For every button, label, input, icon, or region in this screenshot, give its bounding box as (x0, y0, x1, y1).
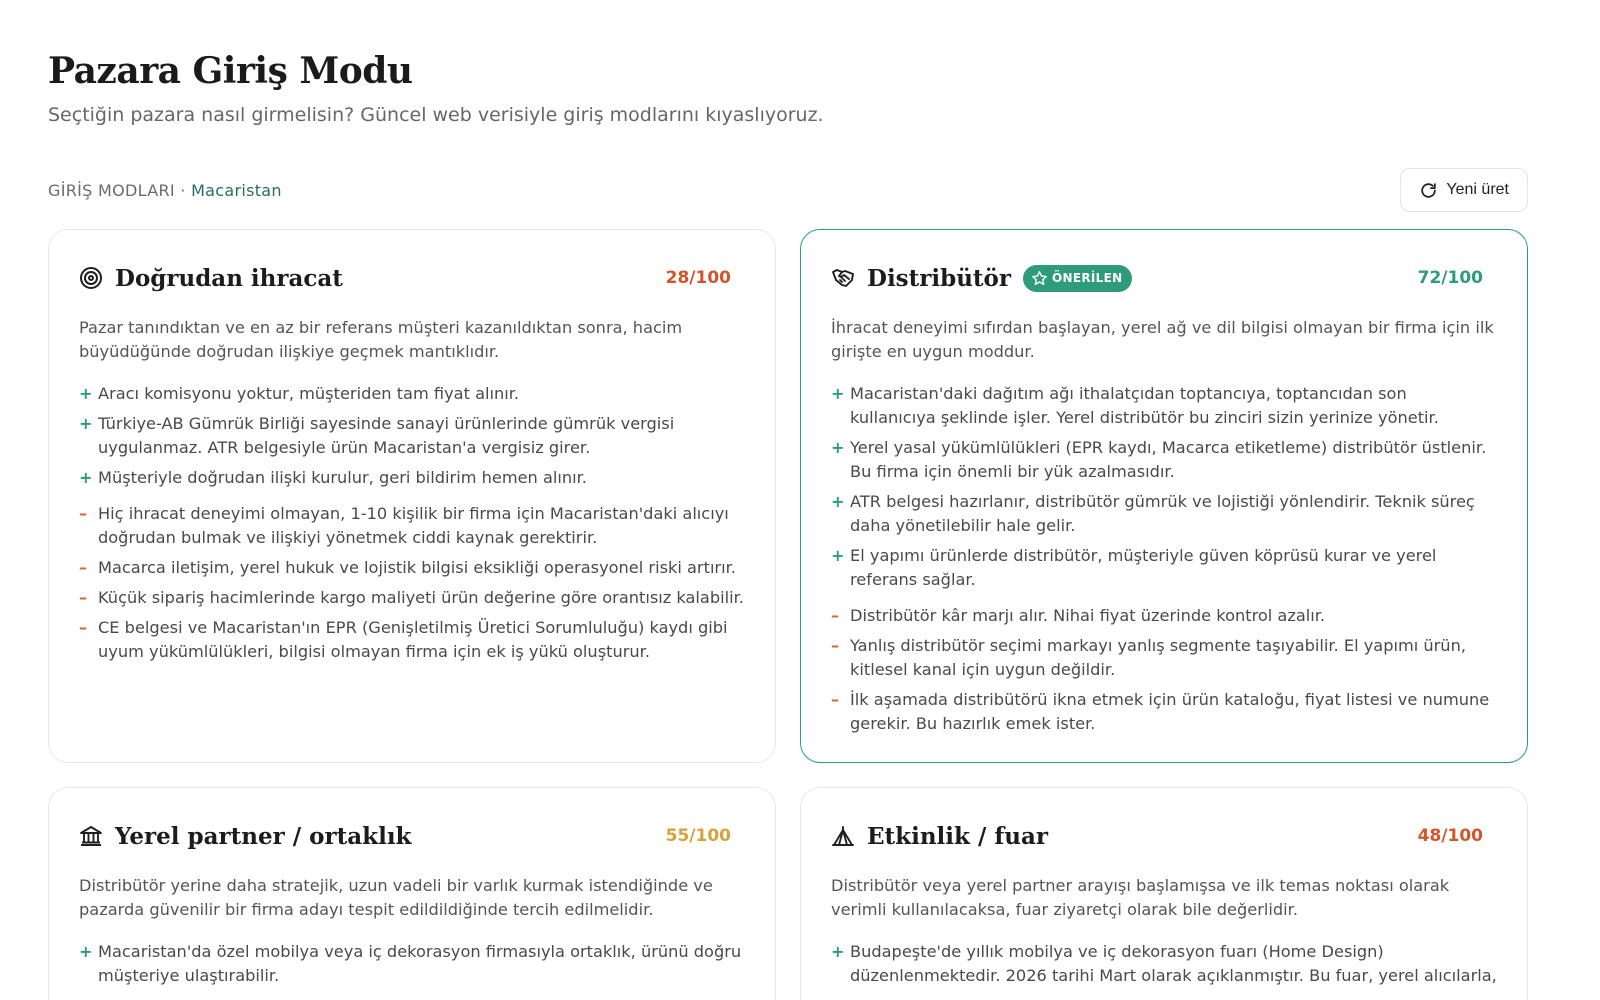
market-name: Macaristan (191, 180, 282, 200)
minus-icon: – (831, 690, 840, 709)
card-header (79, 260, 745, 296)
regenerate-label: Yeni üret (1446, 181, 1509, 198)
con-item: – Macarca iletişim, yerel hukuk ve lojistik bilgisi eksikliği operasyonel riski artırır. (79, 556, 745, 580)
card-description: Distribütör veya yerel partner arayışı başlamışsa ve ilk temas noktası olarak verimli kullanılacaksa, fuar ziyaretçi olarak bile değerlidir. (831, 876, 1450, 919)
bank-icon (79, 824, 103, 848)
minus-icon: – (79, 588, 88, 607)
section-label-text: GİRİŞ MODLARI (48, 180, 175, 200)
plus-icon: + (831, 546, 845, 565)
page-title: Pazara Giriş Modu (48, 50, 413, 92)
section-label (48, 181, 282, 200)
pros-list (831, 382, 1497, 592)
minus-icon: – (79, 558, 88, 577)
mode-card-event-fair (800, 787, 1528, 1000)
pros-list (79, 382, 745, 490)
mode-card-direct-export (48, 229, 776, 763)
pro-item: + Aracı komisyonu yoktur, müşteriden tam fiyat alınır. (79, 382, 745, 406)
pro-item: + ATR belgesi hazırlanır, distribütör gümrük ve lojistiği yönlendirir. Teknik süreç daha yönetilebilir hale gelir. (831, 492, 1475, 535)
pro-item: + Türkiye-AB Gümrük Birliği sayesinde sanayi ürünlerinde gümrük vergisi uygulanmaz. ATR belgesiyle ürün Macaristan'a vergisiz girer. (79, 414, 675, 457)
minus-icon: – (79, 504, 88, 523)
con-item: – Küçük sipariş hacimlerinde kargo maliyeti ürün değerine göre orantısız kalabilir. (79, 586, 745, 610)
plus-icon: + (831, 942, 845, 961)
minus-icon: – (831, 606, 840, 625)
plus-icon: + (79, 414, 93, 433)
recommended-badge (1023, 265, 1132, 292)
card-title: Distribütör (867, 264, 1011, 292)
section-header (48, 168, 1528, 212)
recommended-label: ÖNERİLEN (1052, 271, 1123, 285)
refresh-icon (1419, 181, 1438, 200)
pros-list (831, 940, 1497, 988)
plus-icon: + (79, 384, 93, 403)
card-description: Pazar tanındıktan ve en az bir referans müşteri kazanıldıktan sonra, hacim büyüdüğünde doğrudan ilişkiye geçmek mantıklıdır. (79, 318, 683, 361)
card-header (831, 260, 1497, 296)
con-item: – CE belgesi ve Macaristan'ın EPR (Genişletilmiş Üretici Sorumluluğu) kaydı gibi uyum yükümlülükleri, bilgisi olmayan firma için ek iş yükü oluşturur. (79, 618, 728, 661)
con-item: – Distribütör kâr marjı alır. Nihai fiyat üzerinde kontrol azalır. (831, 604, 1497, 628)
target-icon (79, 266, 103, 290)
pro-item: + Macaristan'daki dağıtım ağı ithalatçıdan toptancıya, toptancıdan son kullanıcıya şeklinde işler. Yerel distribütör bu zinciri sizin yerinize yönetir. (831, 384, 1439, 427)
minus-icon: – (831, 636, 840, 655)
pro-item: + Budapeşte'de yıllık mobilya ve iç dekorasyon fuarı (Home Design) düzenlenmektedir. 2026 tarihi Mart olarak açıklanmıştır. Bu fuar, yerel alıcılarla, (831, 942, 1497, 985)
regenerate-button[interactable] (1400, 168, 1528, 212)
mode-card-distributor (800, 229, 1528, 763)
card-description: İhracat deneyimi sıfırdan başlayan, yerel ağ ve dil bilgisi olmayan bir firma için ilk girişte en uygun moddur. (831, 318, 1494, 361)
card-description: Distribütör yerine daha stratejik, uzun vadeli bir varlık kurmak istendiğinde ve pazarda güvenilir bir firma adayı tespit edildildiğinde tercih edilmelidir. (79, 876, 713, 919)
card-header (79, 818, 745, 854)
pro-item: + Macaristan'da özel mobilya veya iç dekorasyon firmasıyla ortaklık, ürünü doğru müşteriye ulaştırabilir. (79, 942, 742, 985)
card-title: Doğrudan ihracat (115, 264, 343, 292)
score-badge: 28/100 (665, 268, 731, 288)
score-badge: 48/100 (1417, 826, 1483, 846)
pro-item: + Yerel yasal yükümlülükleri (EPR kaydı, Macarca etiketleme) distribütör üstlenir. Bu firma için önemli bir yük azalmasıdır. (831, 438, 1487, 481)
mode-card-local-partner (48, 787, 776, 1000)
star-icon (1031, 270, 1048, 287)
plus-icon: + (831, 438, 845, 457)
score-badge: 72/100 (1417, 268, 1483, 288)
plus-icon: + (831, 384, 845, 403)
cons-list (79, 502, 745, 664)
tent-icon (831, 824, 855, 848)
plus-icon: + (831, 492, 845, 511)
card-title: Yerel partner / ortaklık (115, 822, 412, 850)
card-header (831, 818, 1497, 854)
con-item: – Yanlış distribütör seçimi markayı yanlış segmente taşıyabilir. El yapımı ürün, kitlesel kanal için uygun değildir. (831, 636, 1466, 679)
con-item: – Hiç ihracat deneyimi olmayan, 1-10 kişilik bir firma için Macaristan'daki alıcıyı doğrudan bulmak ve ilişkiyi yönetmek ciddi kaynak gerektirir. (79, 504, 729, 547)
handshake-icon (831, 266, 855, 290)
cons-list (831, 604, 1497, 736)
plus-icon: + (79, 468, 93, 487)
pros-list (79, 940, 745, 988)
con-item: – İlk aşamada distribütörü ikna etmek için ürün kataloğu, fiyat listesi ve numune gerekir. Bu hazırlık emek ister. (831, 690, 1490, 733)
card-title: Etkinlik / fuar (867, 822, 1049, 850)
score-badge: 55/100 (665, 826, 731, 846)
pro-item: + El yapımı ürünlerde distribütör, müşteriyle güven köprüsü kurar ve yerel referans sağlar. (831, 546, 1437, 589)
section-separator: · (174, 180, 192, 200)
page-subtitle: Seçtiğin pazara nasıl girmelisin? Güncel web verisiyle giriş modlarını kıyaslıyoruz. (48, 104, 824, 126)
pro-item: + Müşteriyle doğrudan ilişki kurulur, geri bildirim hemen alınır. (79, 466, 745, 490)
minus-icon: – (79, 618, 88, 637)
plus-icon: + (79, 942, 93, 961)
